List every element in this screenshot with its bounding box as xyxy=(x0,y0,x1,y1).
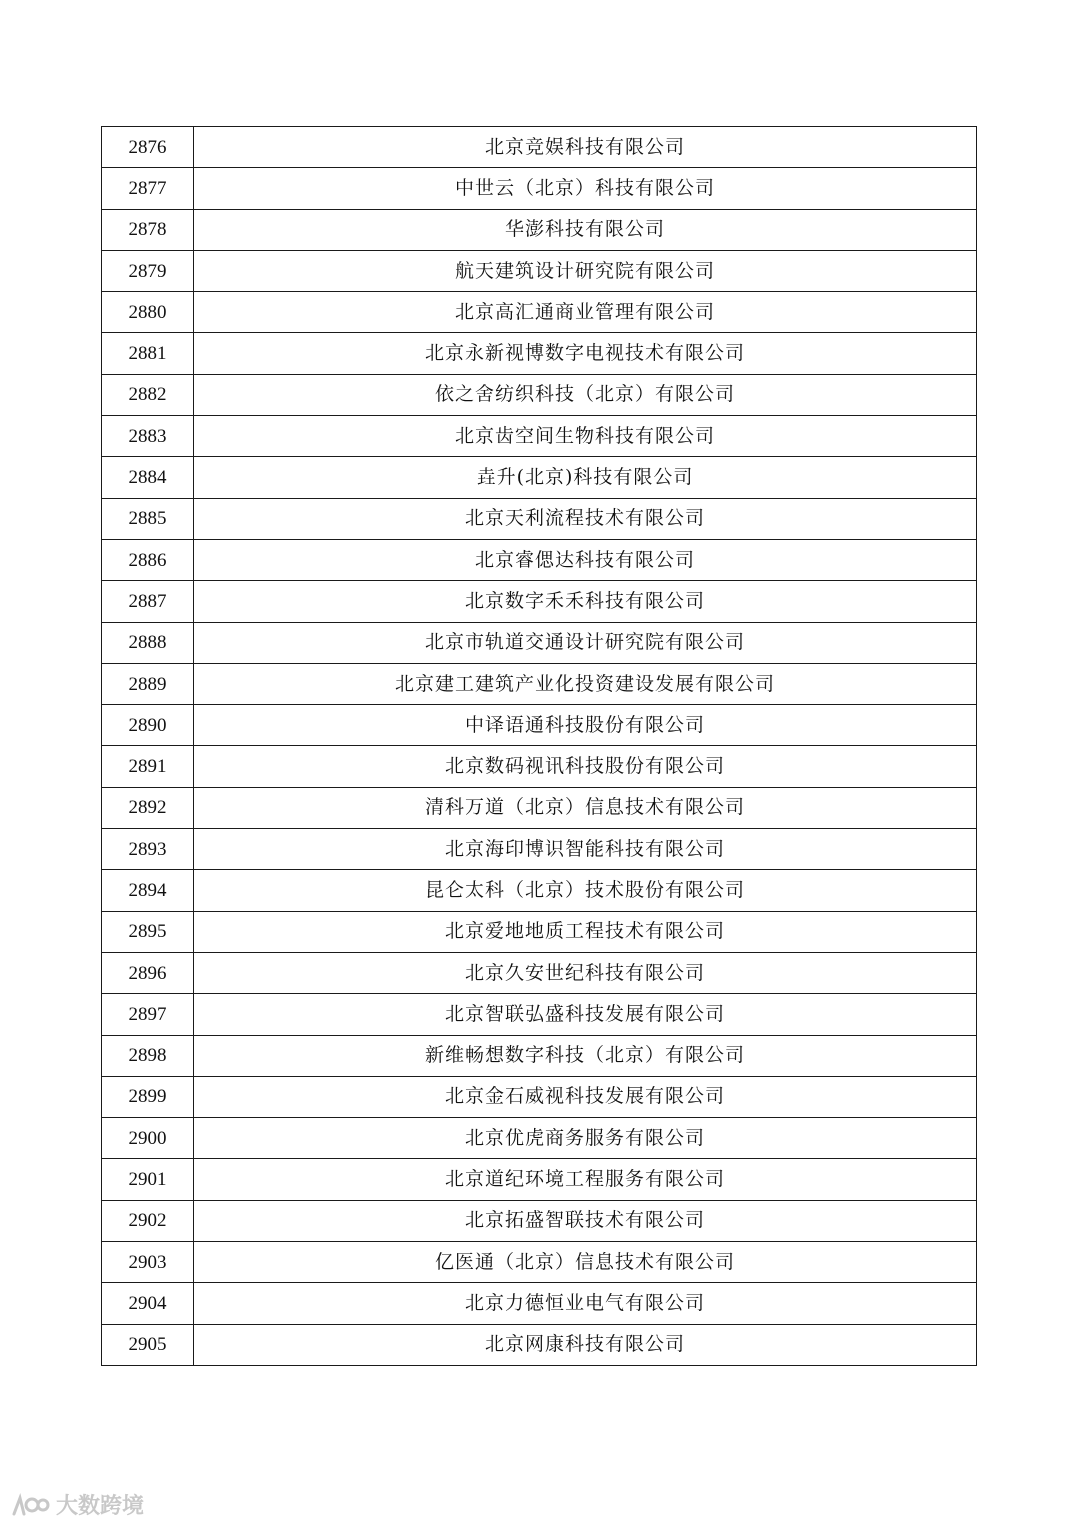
table-row xyxy=(102,539,977,580)
row-number: 2887 xyxy=(102,581,194,622)
row-number: 2886 xyxy=(102,539,194,580)
company-name: 昆仑太科（北京）技术股份有限公司 xyxy=(194,870,977,911)
table-row xyxy=(102,168,977,209)
table-row xyxy=(102,705,977,746)
table-row xyxy=(102,374,977,415)
company-name: 北京海印博识智能科技有限公司 xyxy=(194,829,977,870)
row-number: 2905 xyxy=(102,1324,194,1365)
company-name: 北京力德恒业电气有限公司 xyxy=(194,1283,977,1324)
table-row xyxy=(102,829,977,870)
table-row xyxy=(102,1159,977,1200)
row-number: 2898 xyxy=(102,1035,194,1076)
company-name: 垚升(北京)科技有限公司 xyxy=(194,457,977,498)
table-row xyxy=(102,127,977,168)
table-row xyxy=(102,209,977,250)
table-row xyxy=(102,1242,977,1283)
company-name: 北京市轨道交通设计研究院有限公司 xyxy=(194,622,977,663)
row-number: 2881 xyxy=(102,333,194,374)
table-row xyxy=(102,663,977,704)
row-number: 2895 xyxy=(102,911,194,952)
row-number: 2885 xyxy=(102,498,194,539)
row-number: 2879 xyxy=(102,250,194,291)
row-number: 2900 xyxy=(102,1118,194,1159)
company-name: 华澎科技有限公司 xyxy=(194,209,977,250)
row-number: 2893 xyxy=(102,829,194,870)
row-number: 2883 xyxy=(102,416,194,457)
row-number: 2882 xyxy=(102,374,194,415)
company-name: 北京久安世纪科技有限公司 xyxy=(194,952,977,993)
table-row xyxy=(102,292,977,333)
company-name: 北京拓盛智联技术有限公司 xyxy=(194,1200,977,1241)
row-number: 2901 xyxy=(102,1159,194,1200)
company-table xyxy=(101,126,977,1366)
table-row xyxy=(102,1118,977,1159)
row-number: 2877 xyxy=(102,168,194,209)
table-row xyxy=(102,1283,977,1324)
company-name: 亿医通（北京）信息技术有限公司 xyxy=(194,1242,977,1283)
row-number: 2884 xyxy=(102,457,194,498)
table-row xyxy=(102,1076,977,1117)
row-number: 2878 xyxy=(102,209,194,250)
row-number: 2880 xyxy=(102,292,194,333)
company-name: 北京智联弘盛科技发展有限公司 xyxy=(194,994,977,1035)
company-name: 北京优虎商务服务有限公司 xyxy=(194,1118,977,1159)
table-row xyxy=(102,952,977,993)
table-row xyxy=(102,498,977,539)
watermark-text: 大数跨境 xyxy=(56,1494,145,1519)
row-number: 2888 xyxy=(102,622,194,663)
row-number: 2904 xyxy=(102,1283,194,1324)
row-number: 2890 xyxy=(102,705,194,746)
row-number: 2899 xyxy=(102,1076,194,1117)
brand-logo-icon xyxy=(10,1490,50,1520)
row-number: 2892 xyxy=(102,787,194,828)
company-name: 北京爱地地质工程技术有限公司 xyxy=(194,911,977,952)
company-name: 北京数码视讯科技股份有限公司 xyxy=(194,746,977,787)
row-number: 2889 xyxy=(102,663,194,704)
company-name: 北京金石威视科技发展有限公司 xyxy=(194,1076,977,1117)
row-number: 2896 xyxy=(102,952,194,993)
company-name: 中世云（北京）科技有限公司 xyxy=(194,168,977,209)
table-body xyxy=(102,127,977,1366)
company-name: 北京永新视博数字电视技术有限公司 xyxy=(194,333,977,374)
company-name: 新维畅想数字科技（北京）有限公司 xyxy=(194,1035,977,1076)
row-number: 2891 xyxy=(102,746,194,787)
company-name: 航天建筑设计研究院有限公司 xyxy=(194,250,977,291)
company-name: 清科万道（北京）信息技术有限公司 xyxy=(194,787,977,828)
table-row xyxy=(102,870,977,911)
row-number: 2897 xyxy=(102,994,194,1035)
table-row xyxy=(102,787,977,828)
company-name: 北京高汇通商业管理有限公司 xyxy=(194,292,977,333)
company-name: 北京天利流程技术有限公司 xyxy=(194,498,977,539)
table-row xyxy=(102,457,977,498)
table-row xyxy=(102,622,977,663)
company-name: 北京道纪环境工程服务有限公司 xyxy=(194,1159,977,1200)
table-row xyxy=(102,746,977,787)
company-name: 北京竞娱科技有限公司 xyxy=(194,127,977,168)
row-number: 2902 xyxy=(102,1200,194,1241)
table-row xyxy=(102,1200,977,1241)
table-row xyxy=(102,416,977,457)
table-row xyxy=(102,581,977,622)
row-number: 2894 xyxy=(102,870,194,911)
row-number: 2876 xyxy=(102,127,194,168)
table-row xyxy=(102,250,977,291)
table-row xyxy=(102,1035,977,1076)
table-row xyxy=(102,333,977,374)
company-name: 依之舍纺织科技（北京）有限公司 xyxy=(194,374,977,415)
company-name: 中译语通科技股份有限公司 xyxy=(194,705,977,746)
company-name: 北京睿偲达科技有限公司 xyxy=(194,539,977,580)
company-name: 北京网康科技有限公司 xyxy=(194,1324,977,1365)
company-name: 北京建工建筑产业化投资建设发展有限公司 xyxy=(194,663,977,704)
row-number: 2903 xyxy=(102,1242,194,1283)
table-row xyxy=(102,911,977,952)
company-name: 北京数字禾禾科技有限公司 xyxy=(194,581,977,622)
table-row xyxy=(102,1324,977,1365)
company-name: 北京齿空间生物科技有限公司 xyxy=(194,416,977,457)
watermark xyxy=(10,1489,144,1520)
table-row xyxy=(102,994,977,1035)
